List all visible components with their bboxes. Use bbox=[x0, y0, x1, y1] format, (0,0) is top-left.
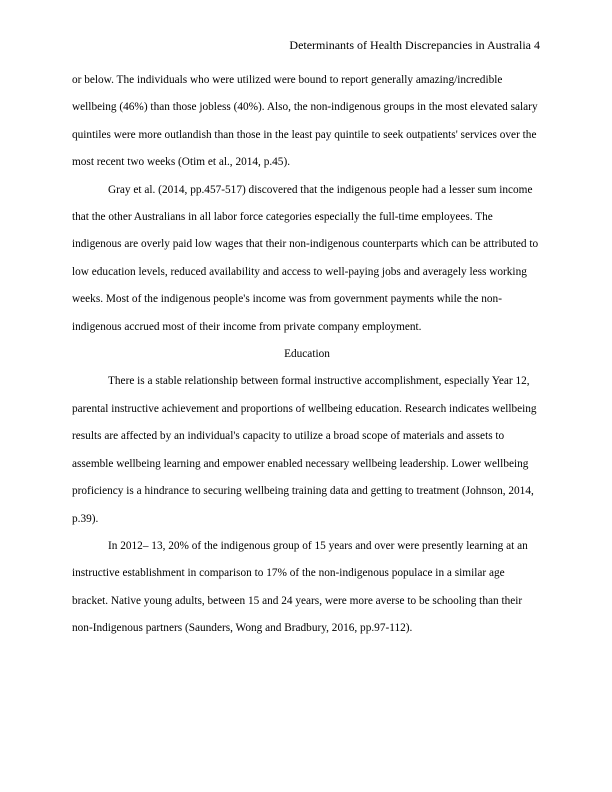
paragraph-gray-income: Gray et al. (2014, pp.457-517) discovered that the indigenous people had a lesser sum income that the other Australians in all labor force categories especially the full-time employees. The indigenous are overly paid low wages that their non-indigenous counterparts which can be attributed to low education levels, reduced availability and access to well-paying jobs and averagely less working weeks. Most of the indigenous people's income was from government payments while the non-indigenous accrued most of their income from private company employment. bbox=[72, 183, 539, 333]
paragraph-education-relationship: There is a stable relationship between formal instructive accomplishment, especially Year 12, parental instructive achievement and proportions of wellbeing education. Research indicates wellbeing results are affected by an individual's capacity to utilize a broad scope of materials and assets to assemble wellbeing learning and empower enabled necessary wellbeing leadership. Lower wellbeing proficiency is a hindrance to securing wellbeing training data and getting to treatment (Johnson, 2014, p.39). bbox=[72, 375, 537, 525]
running-head: Determinants of Health Discrepancies in Australia 4 bbox=[289, 38, 540, 52]
paragraph-education-statistics: In 2012– 13, 20% of the indigenous group of 15 years and over were presently learning at an instructive establishment in comparison to 17% of the non-indigenous populace in a similar age bracket. Native young adults, between 15 and 24 years, were more averse to be schooling than their non-Indigenous partners (Saunders, Wong and Bradbury, 2016, pp.97-112). bbox=[72, 539, 528, 635]
section-heading-education: Education bbox=[284, 348, 330, 361]
paragraph-income-continued: or below. The individuals who were utilized were bound to report generally amazing/incredible wellbeing (46%) than those jobless (40%). Also, the non-indigenous groups in the most elevated salary quintiles were more outlandish than those in the least pay quintile to seek outpatients' services over the most recent two weeks (Otim et al., 2014, p.45). bbox=[72, 74, 538, 169]
document-body bbox=[72, 67, 542, 643]
